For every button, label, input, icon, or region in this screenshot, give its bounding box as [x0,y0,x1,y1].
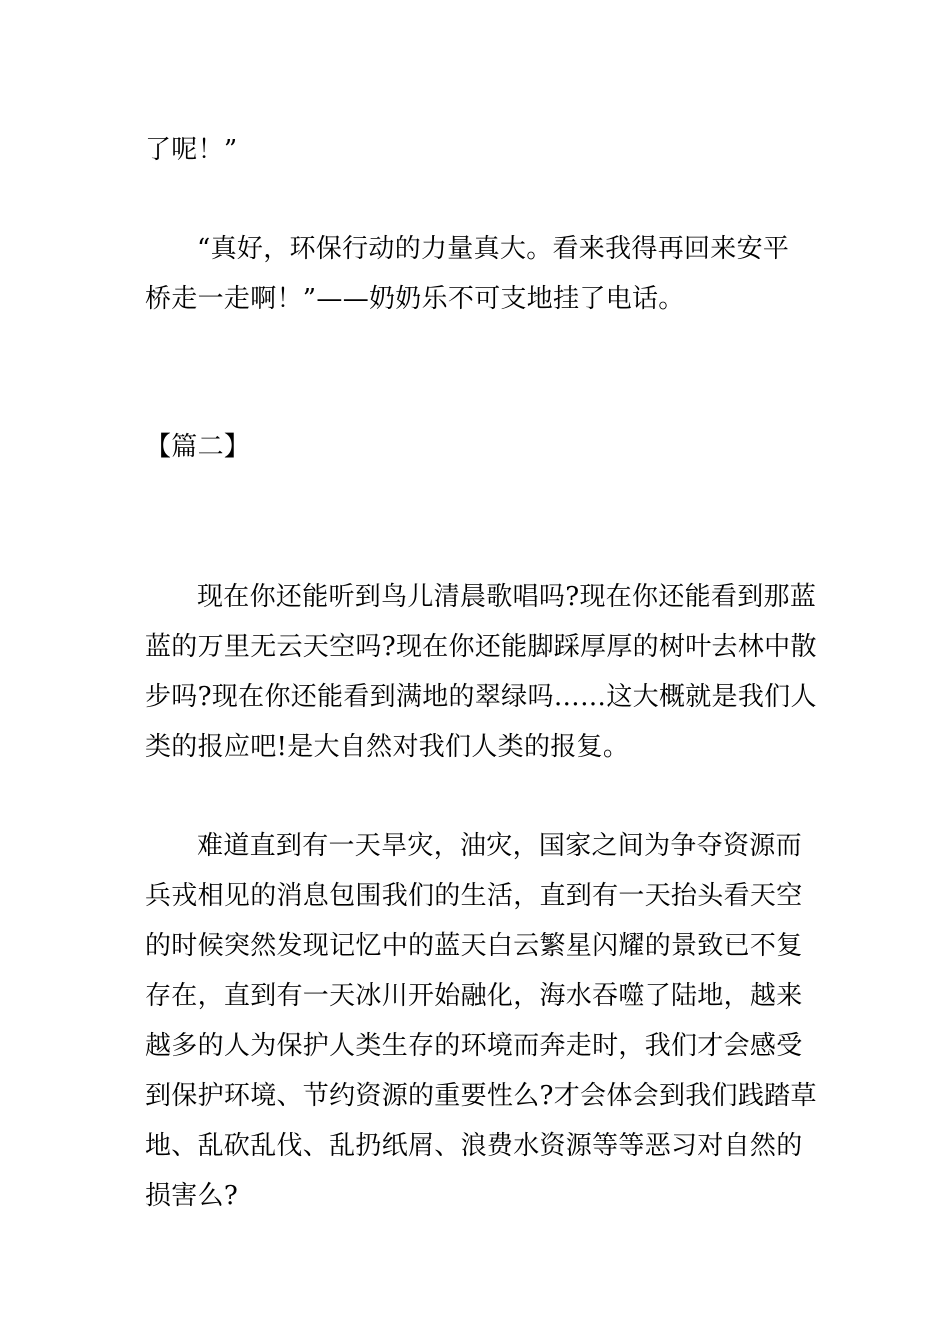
paragraph-4-line-6: 到保护环境、节约资源的重要性么?才会体会到我们践踏草 [145,1081,817,1111]
paragraph-4-line-5: 越多的人为保护人类生存的环境而奔走时，我们才会感受 [145,1031,803,1061]
paragraph-2-line-1: “真好，环保行动的力量真大。看来我得再回来安平 [197,234,790,264]
paragraph-4-line-8: 损害么? [145,1181,239,1211]
paragraph-4-line-4: 存在，直到有一天冰川开始融化，海水吞噬了陆地，越来 [145,981,803,1011]
paragraph-3-line-3: 步吗?现在你还能看到满地的翠绿吗……这大概就是我们人 [145,682,817,712]
paragraph-4-line-2: 兵戎相见的消息包围我们的生活，直到有一天抬头看天空 [145,881,803,911]
paragraph-4-line-7: 地、乱砍乱伐、乱扔纸屑、浪费水资源等等恶习对自然的 [145,1131,803,1161]
paragraph-3-line-4: 类的报应吧!是大自然对我们人类的报复。 [145,732,630,762]
paragraph-4-line-3: 的时候突然发现记忆中的蓝天白云繁星闪耀的景致已不复 [145,931,803,961]
paragraph-3-line-2: 蓝的万里无云天空吗?现在你还能脚踩厚厚的树叶去林中散 [145,632,817,662]
paragraph-4-line-1: 难道直到有一天旱灾，油灾，国家之间为争夺资源而 [197,831,802,861]
paragraph-1-line-1: 了呢！” [145,135,238,165]
section-heading: 【篇二】 [145,432,251,462]
paragraph-2-line-2: 桥走一走啊！”——奶奶乐不可支地挂了电话。 [145,284,685,314]
paragraph-3-line-1: 现在你还能听到鸟儿清晨歌唱吗?现在你还能看到那蓝 [197,582,817,612]
